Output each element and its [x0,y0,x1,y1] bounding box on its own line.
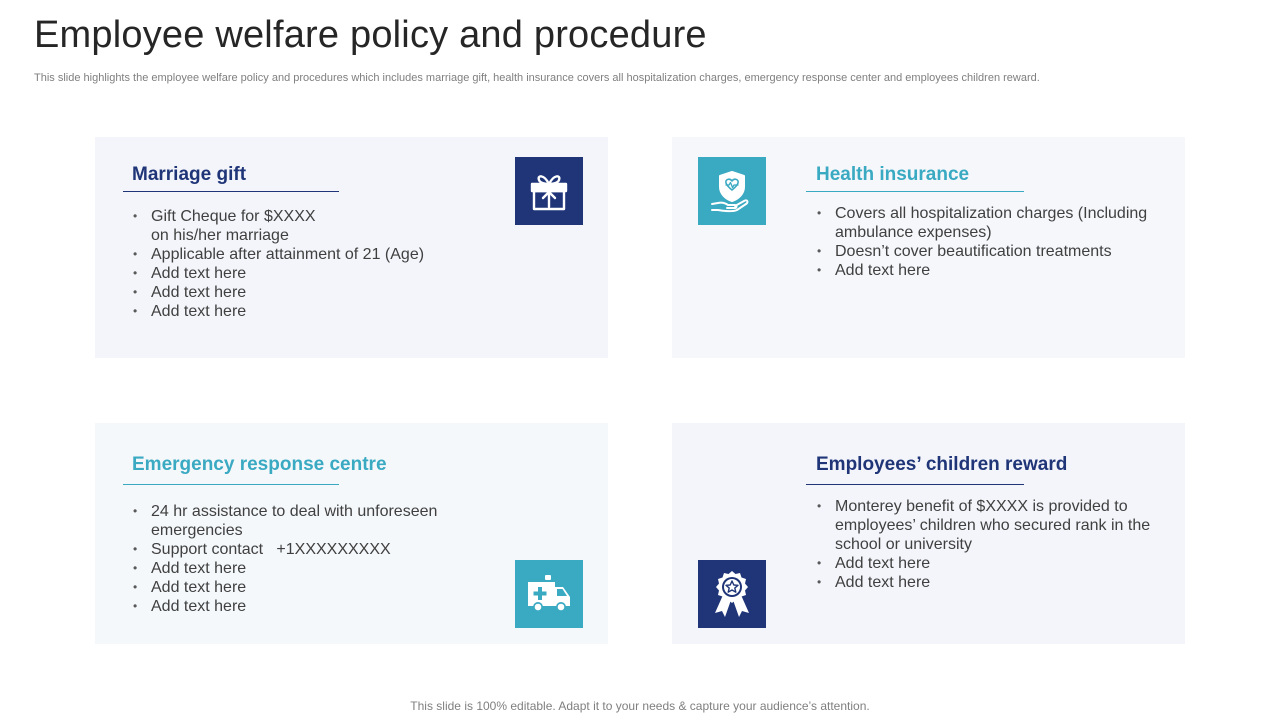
page-title: Employee welfare policy and procedure [34,14,707,56]
card-title-children-reward: Employees’ children reward [816,454,1068,475]
title-underline [123,191,339,192]
bullet-item: • Add text here [816,554,1166,573]
bullet-list [132,502,452,616]
bullet-list [816,204,1166,280]
page-subtitle: This slide highlights the employee welfare policy and procedures which includes marriage gift, health insurance covers all hospitalization charges, emergency response center and employees children reward. [34,72,1040,84]
title-underline [806,191,1024,192]
bullet-item: • Add text here [132,578,452,597]
bullet-item: • Gift Cheque for $XXXX on his/her marriage [132,207,452,245]
award-badge-icon [698,560,766,628]
card-emergency-response [95,423,608,644]
card-title-marriage-gift: Marriage gift [132,164,247,185]
bullet-item: • Doesn’t cover beautification treatments [816,242,1166,261]
card-title-health-insurance: Health insurance [816,164,970,185]
card-health-insurance [672,137,1185,358]
bullet-item: • Add text here [132,264,452,283]
bullet-item: • Add text here [816,573,1166,592]
bullet-item: • Applicable after attainment of 21 (Age) [132,245,452,264]
title-underline [123,484,339,485]
bullet-item: • Add text here [132,559,452,578]
gift-icon [515,157,583,225]
card-title-emergency-response: Emergency response centre [132,454,387,475]
ambulance-icon [515,560,583,628]
bullet-item: • Add text here [132,302,452,321]
card-marriage-gift [95,137,608,358]
bullet-item: • Add text here [132,597,452,616]
bullet-list [132,207,452,321]
health-shield-hand-icon [698,157,766,225]
card-children-reward [672,423,1185,644]
bullet-item: • Covers all hospitalization charges (Including ambulance expenses) [816,204,1166,242]
bullet-item: • Add text here [132,283,452,302]
bullet-item: • Monterey benefit of $XXXX is provided to employees’ children who secured rank in the school or university [816,497,1166,554]
title-underline [806,484,1024,485]
bullet-item: • 24 hr assistance to deal with unforeseen emergencies [132,502,452,540]
bullet-item: • Add text here [816,261,1166,280]
bullet-item: • Support contact +1XXXXXXXXX [132,540,452,559]
bullet-list [816,497,1166,592]
footer-note: This slide is 100% editable. Adapt it to your needs & capture your audience’s attention. [410,699,870,713]
